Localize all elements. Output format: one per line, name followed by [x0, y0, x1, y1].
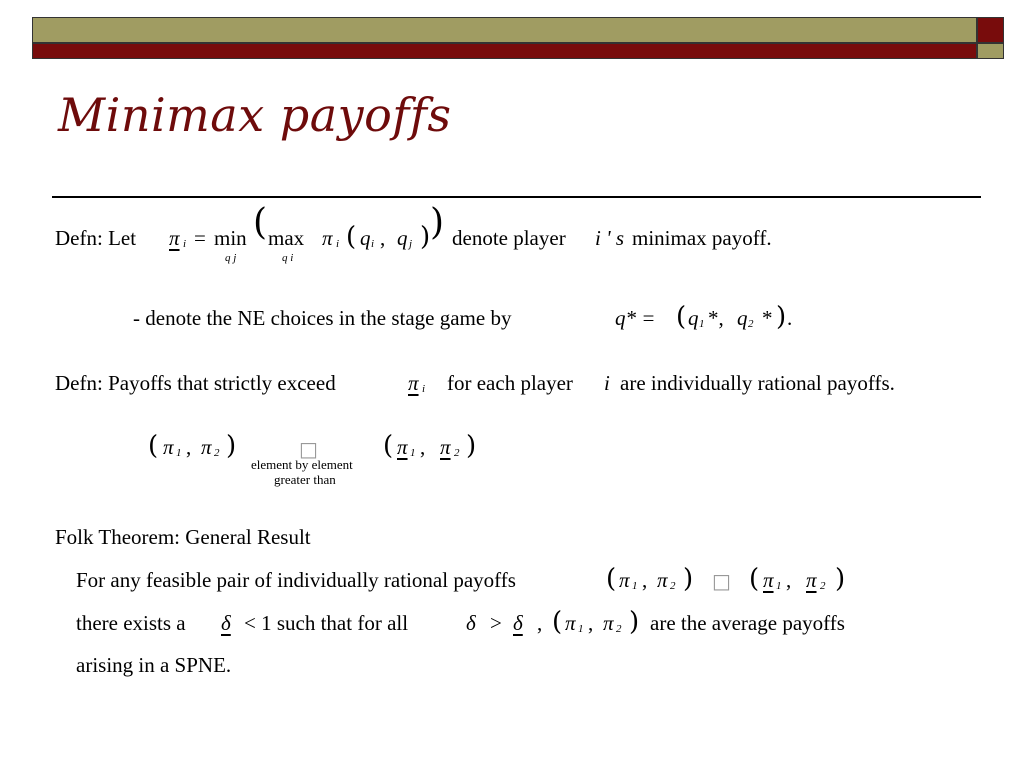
cmp-pi2-bar: π — [440, 435, 451, 459]
cmp-sub2b: 2 — [454, 447, 460, 459]
folk-gt: > — [490, 611, 502, 635]
defn2-pre: Defn: Payoffs that strictly exceed — [55, 371, 336, 395]
max-op: max — [268, 226, 305, 250]
folk2-pi1: π — [565, 611, 576, 635]
delta-underbar: δ — [221, 611, 231, 635]
slide-title: Minimax payoffs — [58, 88, 452, 142]
cmp-pi1: π — [163, 435, 174, 459]
folk2-paren-r: ) — [629, 607, 640, 637]
big-paren-right: ) — [430, 202, 445, 243]
delta-underbar-2: δ — [513, 611, 523, 635]
defn-tail-post: minimax payoff. — [632, 226, 772, 250]
equals: = — [194, 226, 206, 250]
folk2-paren-l: ( — [552, 607, 563, 637]
cmp-paren-l2: ( — [383, 431, 394, 461]
cmp-paren-r2: ) — [466, 431, 477, 461]
folk-line1: For any feasible pair of individually rational payoffs — [76, 568, 516, 592]
cmp-comma1: , — [186, 435, 192, 459]
comma: , — [380, 226, 386, 250]
ne-period: . — [787, 306, 793, 330]
folk1-sub1b: 1 — [776, 580, 782, 592]
cmp-sub2: 2 — [214, 447, 220, 459]
ne-text: - denote the NE choices in the stage game by — [133, 306, 512, 330]
folk-line3: arising in a SPNE. — [76, 653, 232, 677]
cmp-pi2: π — [201, 435, 212, 459]
folk-missing-glyph-icon: □ — [712, 569, 731, 593]
q1-subscript: 1 — [699, 318, 705, 330]
folk2-sub1: 1 — [578, 623, 584, 635]
caption-line2: greater than — [274, 472, 336, 487]
title-divider — [52, 196, 981, 198]
header-bar-maroon — [32, 43, 977, 59]
folk1-pi2-bar: π — [806, 568, 817, 592]
header-square-top — [977, 17, 1004, 43]
q-j: q — [397, 226, 408, 250]
folk2-pi2: π — [603, 611, 614, 635]
pi-subscript: i — [183, 238, 187, 250]
folk-line2-pre: there exists a — [76, 611, 186, 635]
paren-right: ) — [420, 222, 431, 252]
cmp-paren-r1: ) — [226, 431, 237, 461]
q-j-subscript: j — [409, 238, 413, 250]
folk-lt1: < 1 such that for all — [244, 611, 409, 635]
max-subscript: q i — [282, 252, 294, 264]
defn2-i: i — [604, 371, 610, 395]
folk2-comma: , — [588, 611, 594, 635]
q1: q — [688, 306, 699, 330]
folk1-pi2: π — [657, 568, 668, 592]
qstar: q* = — [615, 306, 656, 330]
q2: q — [737, 306, 748, 330]
header-bar-olive — [32, 17, 977, 43]
folk2-sub2: 2 — [616, 623, 622, 635]
defn-tail-pre: denote player — [452, 226, 566, 250]
folk1-comma2: , — [786, 568, 792, 592]
missing-glyph-icon: □ — [299, 437, 318, 461]
cmp-comma2: , — [420, 435, 426, 459]
q2-subscript: 2 — [748, 318, 754, 330]
folk1-sub2: 2 — [670, 580, 676, 592]
folk1-pi1: π — [619, 568, 630, 592]
folk1-paren-r1: ) — [683, 564, 694, 594]
pi-i-subscript: i — [336, 238, 340, 250]
delta: δ — [466, 611, 476, 635]
folk1-sub2b: 2 — [820, 580, 826, 592]
pi-i: π — [322, 226, 333, 250]
big-paren-left: ( — [253, 202, 268, 243]
defn2-pi-subscript: i — [422, 383, 426, 395]
cmp-sub1b: 1 — [410, 447, 416, 459]
folk-heading: Folk Theorem: General Result — [55, 525, 311, 549]
star2: * — [762, 306, 773, 330]
pi-underbar: π — [169, 226, 180, 250]
header-square-bottom — [977, 43, 1004, 59]
folk1-paren-l1: ( — [606, 564, 617, 594]
min-subscript: q j — [225, 252, 237, 264]
star1: *, — [708, 306, 724, 330]
cmp-pi1-bar: π — [397, 435, 408, 459]
min-op: min — [214, 226, 247, 250]
defn-tail-is: i ' s — [595, 226, 624, 250]
defn-label: Defn: Let — [55, 226, 137, 250]
folk1-comma1: , — [642, 568, 648, 592]
folk-line2-post: are the average payoffs — [650, 611, 845, 635]
ne-paren-left: ( — [676, 302, 687, 332]
q-i-subscript: i — [371, 238, 375, 250]
caption-line1: element by element — [251, 457, 353, 472]
ne-paren-right: ) — [776, 302, 787, 332]
folk1-pi1-bar: π — [763, 568, 774, 592]
folk-comma: , — [537, 611, 543, 635]
folk1-paren-l2: ( — [749, 564, 760, 594]
cmp-paren-l1: ( — [148, 431, 159, 461]
defn2-mid: for each player — [447, 371, 573, 395]
folk1-sub1: 1 — [632, 580, 638, 592]
defn2-pi: π — [408, 371, 419, 395]
cmp-sub1: 1 — [176, 447, 182, 459]
defn2-post: are individually rational payoffs. — [620, 371, 895, 395]
folk1-paren-r2: ) — [835, 564, 846, 594]
q-i: q — [360, 226, 371, 250]
paren-left: ( — [346, 222, 357, 252]
